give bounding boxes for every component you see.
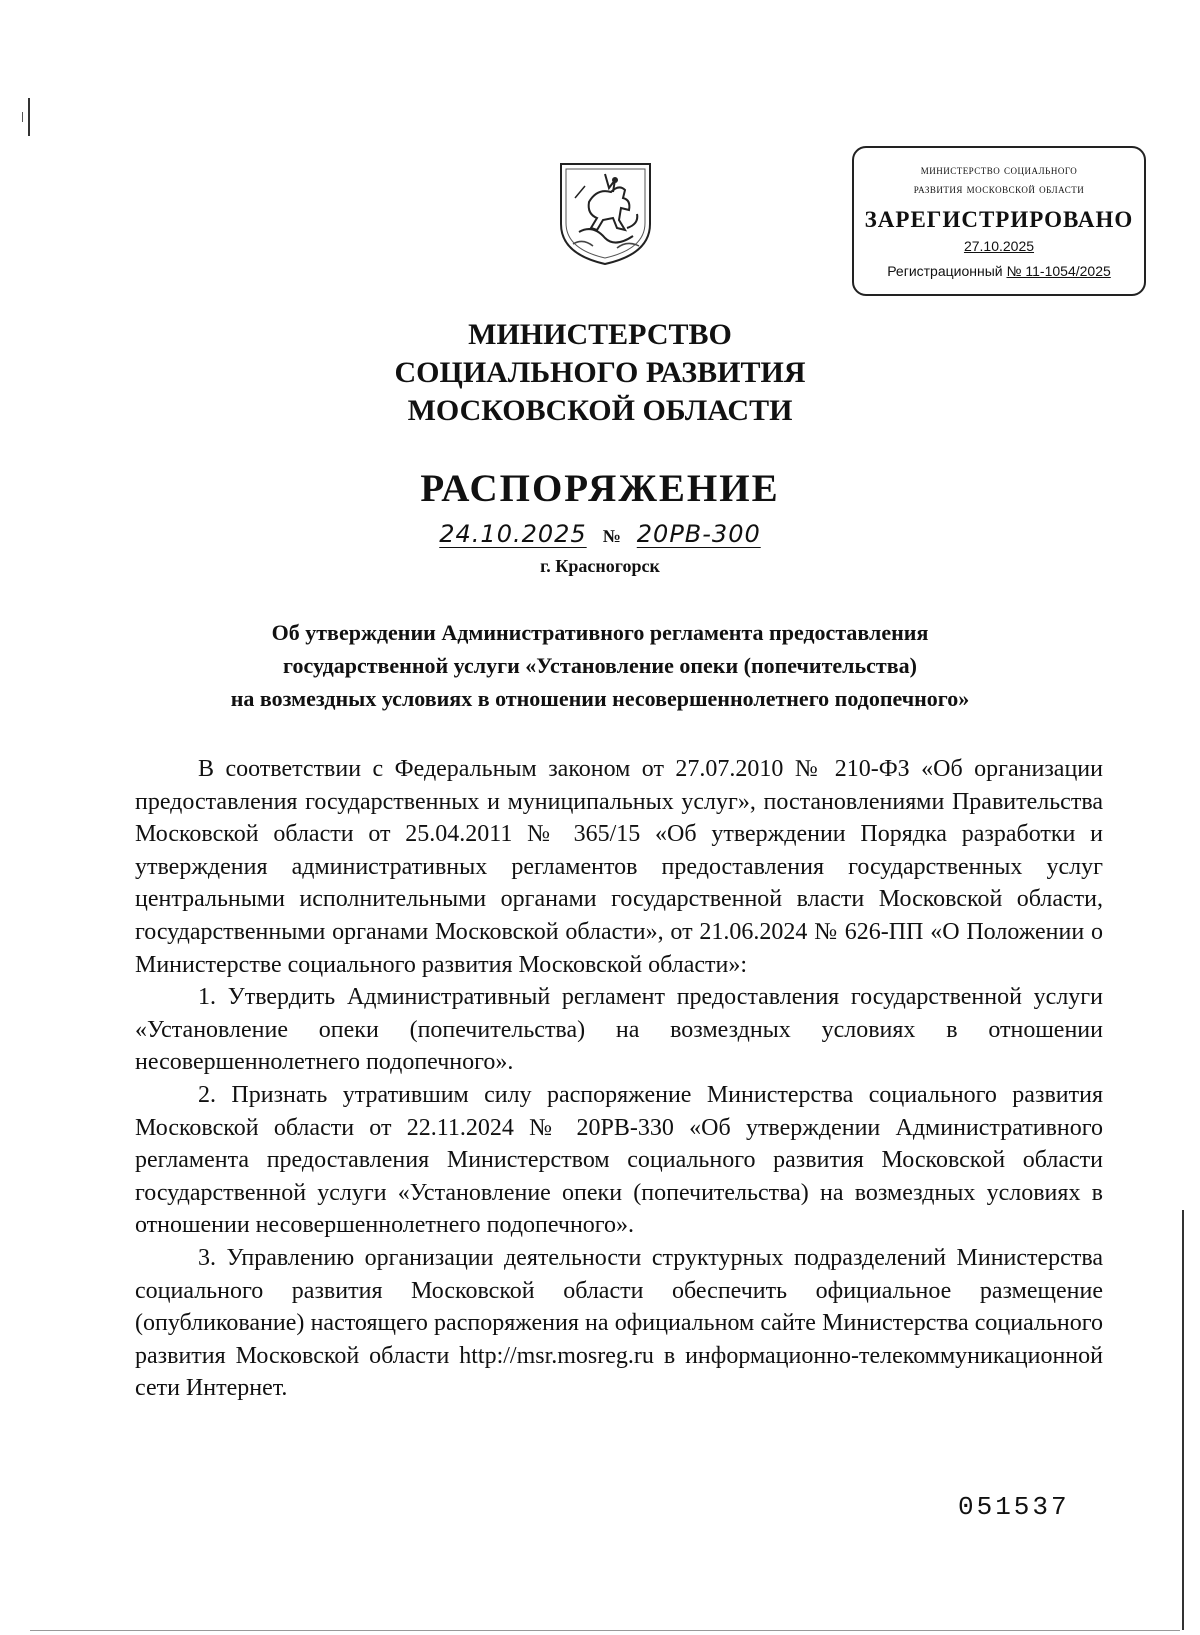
stamp-status: ЗАРЕГИСТРИРОВАНО (864, 207, 1134, 232)
ministry-line-1: МИНИСТЕРСТВО (468, 318, 732, 351)
ministry-line-2: СОЦИАЛЬНОГО РАЗВИТИЯ (394, 356, 806, 389)
coat-of-arms-icon (553, 158, 658, 268)
stamp-org-line-1: министерство социального (920, 162, 1078, 177)
subject-line-2: государственной услуги «Установление опеки (попечительства) (283, 653, 917, 678)
stamp-org-line-2: развития московской области (913, 181, 1085, 196)
preamble-paragraph: В соответствии с Федеральным законом от 27.07.2010 № 210-ФЗ «Об организации предоставления государственных и муниципальных услуг», постановлениями Правительства Московской области от 25.04.2011 № 365/15 «Об утверждении Порядка разработки и утверждения административных регламентов предоставления государственных услуг центральными исполнительными органами государственной власти Московской области, государственными органами Московской области», от 21.06.2024 № 626-ПП «О Положении о Министерстве социального развития Московской области»: (135, 756, 1103, 978)
clause-2-paragraph: 2. Признать утратившим силу распоряжение Министерства социального развития Московской области от 22.11.2024 № 20РВ-330 «Об утверждении Административного регламента предоставления Министерством социального развития Московской области государственной услуги «Установление опеки (попечительства) на возмездных условиях в отношении несовершеннолетнего подопечного». (135, 1081, 1103, 1239)
clause-1-paragraph: 1. Утвердить Административный регламент предоставления государственной услуги «Установление опеки (попечительства) на возмездных условиях в отношении несовершеннолетнего подопечного». (135, 984, 1103, 1076)
document-body (135, 753, 1103, 1405)
scan-edge-left (28, 98, 30, 136)
subject-line-3: на возмездных условиях в отношении несовершеннолетнего подопечного» (230, 686, 970, 711)
scan-edge-bottom (30, 1630, 1180, 1631)
city-name: г. Красногорск (540, 556, 660, 576)
order-date-number-line (0, 520, 1200, 549)
number-sign: № (602, 526, 621, 546)
stamp-reg-label: Регистрационный (887, 263, 1003, 279)
stamp-registration (854, 263, 1144, 279)
document-type-title: РАСПОРЯЖЕНИЕ (420, 467, 780, 510)
subject-line-1: Об утверждении Административного регламента предоставления (271, 620, 929, 645)
ministry-line-3: МОСКОВСКОЙ ОБЛАСТИ (407, 394, 793, 427)
ministry-name (0, 316, 1200, 430)
order-number-handwritten: 20РВ-300 (636, 520, 761, 548)
registration-stamp (852, 146, 1146, 296)
clause-3-paragraph: 3. Управлению организации деятельности структурных подразделений Министерства социального развития Московской области обеспечить официальное размещение (опубликование) настоящего распоряжения на официальном сайте Министерства социального развития Московской области http://msr.mosreg.ru в информационно-телекоммуникационной сети Интернет. (135, 1244, 1103, 1402)
stamp-reg-number: № 11-1054/2025 (1006, 263, 1111, 279)
scan-edge-left-mark (22, 112, 23, 122)
document-subject (0, 616, 1200, 715)
form-serial-number: 051537 (958, 1492, 1070, 1522)
stamp-date: 27.10.2025 (963, 238, 1035, 254)
scan-edge-right (1182, 1210, 1184, 1630)
order-date-handwritten: 24.10.2025 (439, 520, 587, 548)
